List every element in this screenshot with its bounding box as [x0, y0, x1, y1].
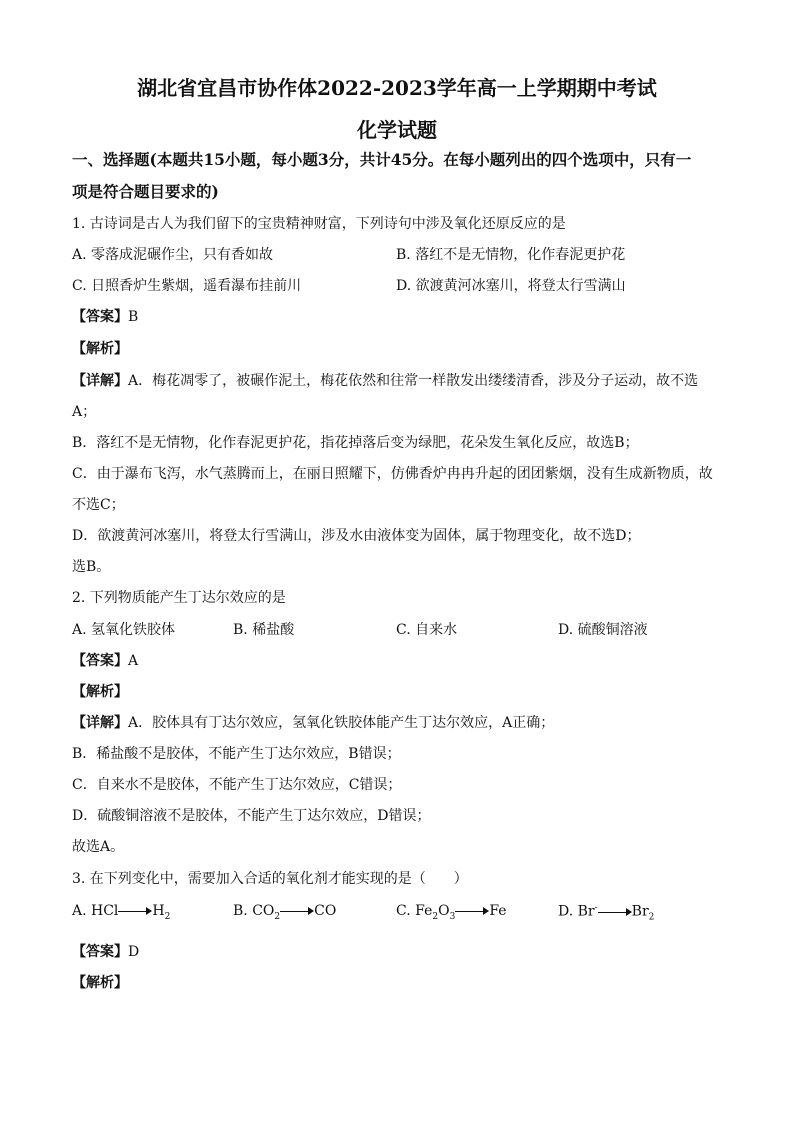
q3-option-b	[233, 903, 336, 922]
q3-option-a-label: A.	[72, 903, 87, 919]
q2-detail-1	[72, 712, 554, 732]
q1-stem: 1. 古诗词是古人为我们留下的宝贵精神财富，下列诗句中涉及氧化还原反应的是	[72, 216, 566, 232]
q1-option-b: B. 落红不是无情物，化作春泥更护花	[396, 247, 626, 263]
q3-answer-value: D	[128, 944, 140, 960]
q2-stem: 2. 下列物质能产生丁达尔效应的是	[72, 590, 286, 606]
q3-option-a-from: HCl	[91, 903, 119, 919]
q3-option-c-label: C.	[396, 903, 411, 919]
q3-answer	[72, 941, 139, 961]
q3-option-c-from-sub1: 2	[432, 911, 439, 922]
q3-option-d-from: Br	[577, 903, 595, 920]
q2-analysis-label: 【解析】	[72, 684, 128, 700]
reaction-arrow-icon	[280, 906, 314, 916]
q1-answer-value: B	[128, 309, 139, 325]
q1-detail-2: B．落红不是无情物，化作春泥更护花，指花掉落后变为绿肥，花朵发生氧化反应，故选B；	[72, 435, 639, 451]
reaction-arrow-icon	[118, 906, 152, 916]
q2-detail-label: 【详解】	[72, 715, 128, 731]
q1-detail-4: D．欲渡黄河冰塞川，将登太行雪满山，涉及水由液体变为固体，属于物理变化，故不选D；	[72, 528, 641, 544]
reaction-arrow-icon	[598, 907, 632, 917]
q3-option-b-from-sub: 2	[274, 911, 281, 922]
q3-option-d-to-sub: 2	[648, 912, 655, 923]
section-heading-line1: 一、选择题(本题共15小题，每小题3分，共计45分。在每小题列出的四个选项中，只有一	[72, 150, 692, 169]
q1-detail-3b: 不选C；	[72, 497, 125, 513]
q2-option-c: C. 自来水	[396, 622, 458, 638]
q2-detail-5: 故选A。	[72, 839, 125, 855]
q3-option-c-from-sub2: 3	[449, 911, 456, 922]
q3-option-c-to: Fe	[489, 903, 507, 919]
q2-answer-label: 【答案】	[72, 653, 128, 669]
q2-detail-1-text: A．胶体具有丁达尔效应，氢氧化铁胶体能产生丁达尔效应，A正确；	[128, 715, 555, 731]
q2-detail-3: C．自来水不是胶体，不能产生丁达尔效应，C错误；	[72, 777, 402, 793]
q3-option-a-to: H	[152, 903, 165, 919]
q2-detail-4: D．硫酸铜溶液不是胶体，不能产生丁达尔效应，D错误；	[72, 808, 431, 824]
q1-detail-label: 【详解】	[72, 373, 128, 389]
page-subtitle: 化学试题	[357, 118, 437, 142]
q1-answer	[72, 306, 138, 326]
q2-answer-value: A	[128, 653, 139, 669]
q3-option-d-to: Br	[631, 903, 649, 920]
q3-option-a-to-sub: 2	[164, 911, 171, 922]
q2-detail-2: B．稀盐酸不是胶体，不能产生丁达尔效应，B错误；	[72, 746, 401, 762]
q3-analysis-label: 【解析】	[72, 975, 128, 991]
q3-option-d-label: D.	[558, 903, 574, 920]
q3-option-b-to: CO	[314, 903, 337, 919]
q1-answer-label: 【答案】	[72, 309, 128, 325]
section-heading-line2: 项是符合题目要求的)	[72, 182, 219, 201]
q2-answer	[72, 650, 138, 670]
q2-option-b: B. 稀盐酸	[233, 622, 295, 638]
q3-option-c	[396, 903, 507, 922]
q1-detail-1b: A；	[72, 404, 97, 420]
q1-detail-1-text: A．梅花凋零了，被碾作泥土，梅花依然和往常一样散发出缕缕清香，涉及分子运动，故不选	[128, 373, 699, 389]
q3-answer-label: 【答案】	[72, 944, 128, 960]
q2-option-d: D. 硫酸铜溶液	[558, 622, 648, 638]
q3-option-b-label: B.	[233, 903, 248, 919]
q3-option-d	[558, 903, 654, 922]
q2-option-a: A. 氢氧化铁胶体	[72, 622, 176, 638]
q1-detail-5: 选B。	[72, 559, 111, 575]
q3-option-d-from-sup: -	[594, 903, 598, 913]
q1-option-c: C. 日照香炉生紫烟，遥看瀑布挂前川	[72, 278, 302, 294]
q3-option-c-from-2: O	[438, 903, 450, 919]
q1-option-d: D. 欲渡黄河冰塞川，将登太行雪满山	[396, 278, 626, 294]
page-title: 湖北省宜昌市协作体2022-2023学年高一上学期期中考试	[137, 76, 657, 100]
q3-option-c-from-1: Fe	[415, 903, 433, 919]
reaction-arrow-icon	[455, 906, 489, 916]
q1-option-a: A. 零落成泥碾作尘，只有香如故	[72, 247, 274, 263]
q1-detail-1	[72, 370, 698, 390]
q1-detail-3: C．由于瀑布飞泻，水气蒸腾而上，在丽日照耀下，仿佛香炉冉冉升起的团团紫烟，没有生成新物质，故	[72, 466, 713, 482]
q3-option-a	[72, 903, 170, 922]
q1-analysis-label: 【解析】	[72, 341, 128, 357]
q3-option-b-from: CO	[252, 903, 275, 919]
q3-stem: 3. 在下列变化中，需要加入合适的氧化剂才能实现的是（ ）	[72, 871, 468, 887]
